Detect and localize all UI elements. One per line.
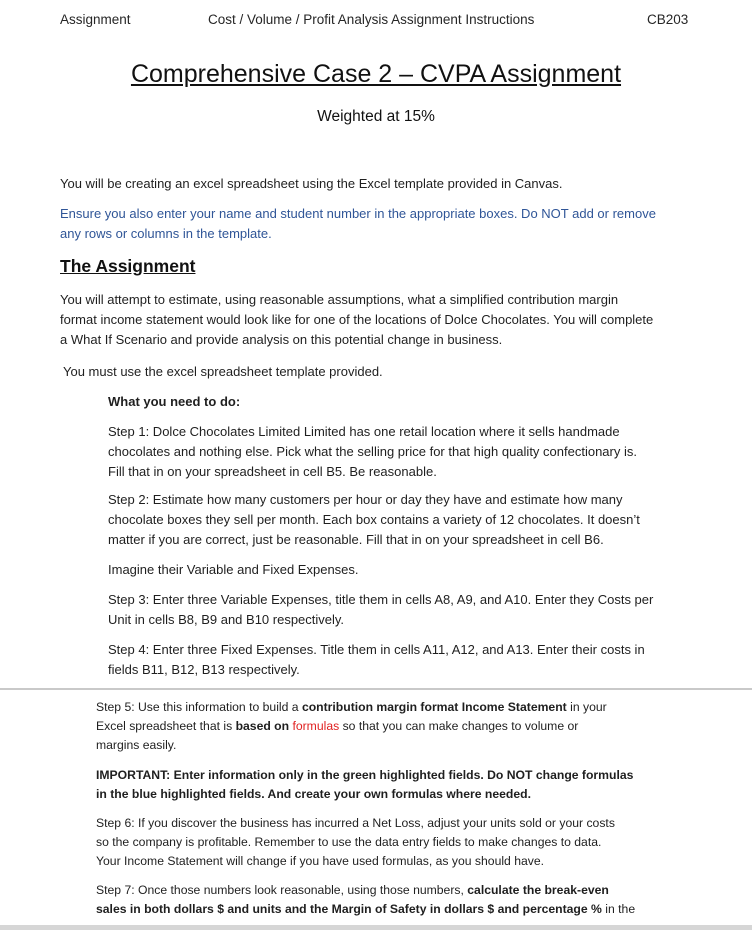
step5-text-e: so that you can make changes to volume or	[339, 719, 579, 733]
step5-emphasis-based-on: based on	[235, 719, 290, 733]
template-note: You must use the excel spreadsheet template provided.	[63, 364, 383, 379]
step1-line-2: chocolates and nothing else. Pick what the selling price for that high quality confectionary is.	[108, 444, 637, 459]
horizontal-scrollbar[interactable]	[0, 925, 752, 930]
step5-text-c: in your	[566, 700, 607, 714]
step6-line-1: Step 6: If you discover the business has incurred a Net Loss, adjust your units sold or your costs	[96, 816, 615, 830]
notice-line-2: any rows or columns in the template.	[60, 226, 272, 241]
header-left: Assignment	[60, 12, 131, 27]
step5-line-1	[96, 698, 607, 717]
step7-text-a: Step 7: Once those numbers look reasonable, using those numbers,	[96, 883, 468, 897]
imagine-line: Imagine their Variable and Fixed Expenses.	[108, 562, 359, 577]
step7-line-1	[96, 881, 609, 900]
step6-line-3: Your Income Statement will change if you have used formulas, as you should have.	[96, 854, 545, 868]
header-center: Cost / Volume / Profit Analysis Assignment Instructions	[208, 12, 535, 27]
important-line-2: in the blue highlighted fields. And create your own formulas where needed.	[96, 787, 531, 801]
step6-line-2: so the company is profitable. Remember to use the data entry fields to make changes to data.	[96, 835, 602, 849]
step1-line-1: Step 1: Dolce Chocolates Limited Limited has one retail location where it sells handmade	[108, 424, 620, 439]
step2-line-2: chocolate boxes they sell per month. Each box contains a variety of 12 chocolates. It doesn’t	[108, 512, 640, 527]
step7-emphasis-break-even: calculate the break-even	[467, 883, 609, 897]
step5-text-d: Excel spreadsheet that is	[96, 719, 236, 733]
document-page-2	[0, 690, 752, 930]
description-line-2: format income statement would look like for one of the locations of Dolce Chocolates. You will complete	[60, 312, 654, 327]
description-line-3: a What If Scenario and provide analysis on this potential change in business.	[60, 332, 503, 347]
step5-line-2	[96, 717, 578, 736]
section-heading: The Assignment	[60, 256, 196, 276]
notice-line-1: Ensure you also enter your name and student number in the appropriate boxes. Do NOT add or remove	[60, 206, 656, 221]
step5-text-a: Step 5: Use this information to build a	[96, 700, 302, 714]
todo-heading: What you need to do:	[108, 394, 241, 409]
weight-subtitle: Weighted at 15%	[317, 108, 435, 125]
description-line-1: You will attempt to estimate, using reasonable assumptions, what a simplified contribution margin	[60, 292, 619, 307]
step4-line-1: Step 4: Enter three Fixed Expenses. Title them in cells A11, A12, and A13. Enter their costs in	[108, 642, 645, 657]
step5-emphasis-formulas: formulas	[292, 719, 340, 733]
step3-line-2: Unit in cells B8, B9 and B10 respectively.	[108, 612, 345, 627]
step2-line-3: matter if you are correct, just be reasonable. Fill that in on your spreadsheet in cell B6.	[108, 532, 604, 547]
document-title: Comprehensive Case 2 – CVPA Assignment	[130, 60, 622, 88]
important-line-1: IMPORTANT: Enter information only in the green highlighted fields. Do NOT change formulas	[96, 768, 634, 782]
step5-emphasis-cm-statement: contribution margin format Income Statement	[301, 700, 567, 714]
step7-emphasis-sales: sales in both dollars $ and units and the Margin of Safety in dollars $ and percentage %	[96, 902, 602, 916]
step5-line-3: margins easily.	[96, 738, 177, 752]
step4-line-2: fields B11, B12, B13 respectively.	[108, 662, 300, 677]
step2-line-1: Step 2: Estimate how many customers per hour or day they have and estimate how many	[108, 492, 623, 507]
step1-line-3: Fill that in on your spreadsheet in cell B5. Be reasonable.	[108, 464, 437, 479]
header-right: CB203	[647, 12, 689, 27]
step3-line-1: Step 3: Enter three Variable Expenses, title them in cells A8, A9, and A10. Enter they Costs per	[108, 592, 654, 607]
step7-line-2	[96, 900, 635, 919]
step7-text-end: in the	[601, 902, 636, 916]
intro-paragraph: You will be creating an excel spreadsheet using the Excel template provided in Canvas.	[60, 176, 563, 191]
